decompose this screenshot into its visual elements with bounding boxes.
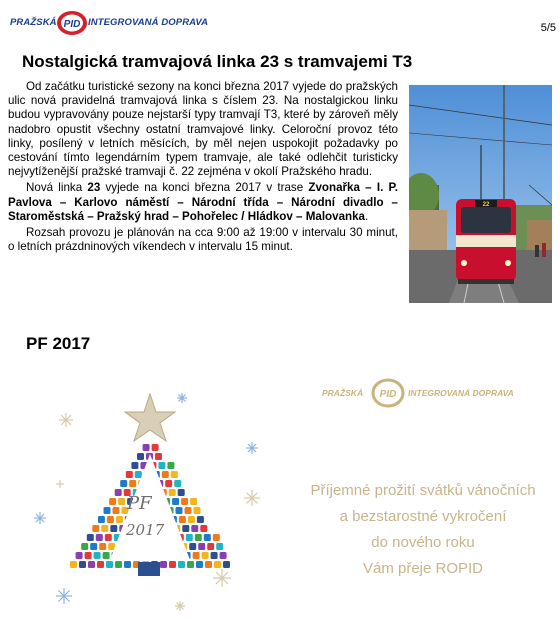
article-paragraph-2: Nová linka 23 vyjede na konci března 2017 v trase Zvonařka – I. P. Pavlova – Karlovo náměstí – Národní třída – Národní divadlo – Staroměstská – Pražský hrad – Pohořelec / Hládkov – Malovanka. (8, 181, 398, 223)
svg-text:22: 22 (482, 202, 490, 208)
tree-pf-text: PF (127, 493, 152, 514)
logo-text-left: PRAŽSKÁ (10, 17, 57, 28)
article-paragraph-1: Od začátku turistické sezony na konci března 2017 vyjede do pražských ulic nová pravidelná tramvajová linka s číslem 23. Na nostalgickou linku budou vypravovány pouze nejstarší typy tramvají T3, které by zároveň měly nadobro opustit všechny ostatní tramvajové linky. Celoroční provoz této linky, posílený v letních měsících, by měl nejen uspokojit požadavky po cestování tímto legendárním typem tramvaje, ale také odlehčit turisticky nejvytíženější pražské tramvaji č. 22 zejména v okolí Pražského hradu. (8, 80, 398, 179)
article-title: Nostalgická tramvajová linka 23 s tramvajemi T3 (22, 52, 413, 71)
ropid-greeting-logo: PRAŽSKÁ PID INTEGROVANÁ DOPRAVA (322, 378, 532, 408)
greeting-line: Vám přeje ROPID (362, 560, 484, 577)
svg-text:PID: PID (379, 389, 397, 400)
tree-year-text: 2017 (126, 521, 165, 539)
greeting-line: a bezstarostné vykročení (339, 508, 507, 525)
page-number: 5/5 (540, 22, 556, 34)
tram-photo (409, 85, 552, 303)
article-body (8, 80, 398, 256)
pf-section-title: PF 2017 (26, 334, 91, 353)
pid-badge-icon (54, 10, 90, 36)
pid-badge-icon (370, 378, 406, 408)
route-stops: Zvonařka – I. P. Pavlova – Karlovo náměstí – Národní třída – Národní divadlo – Staroměstská – Pražský hrad – Pohořelec / Hládkov – Malovanka (8, 181, 398, 223)
logo-text-right: INTEGROVANÁ DOPRAVA (88, 17, 209, 28)
page-header (0, 0, 560, 48)
greeting-line: Příjemné prožití svátků vánočních (310, 482, 536, 499)
greeting-text (290, 478, 556, 582)
article-paragraph-3: Rozsah provozu je plánován na cca 9:00 až 19:00 v intervalu 30 minut, o letních prázdninových víkendech v intervalu 15 minut. (8, 226, 398, 254)
greeting-line: do nového roku (371, 534, 475, 551)
line-number: 23 (87, 181, 101, 195)
svg-text:PID: PID (63, 19, 81, 30)
